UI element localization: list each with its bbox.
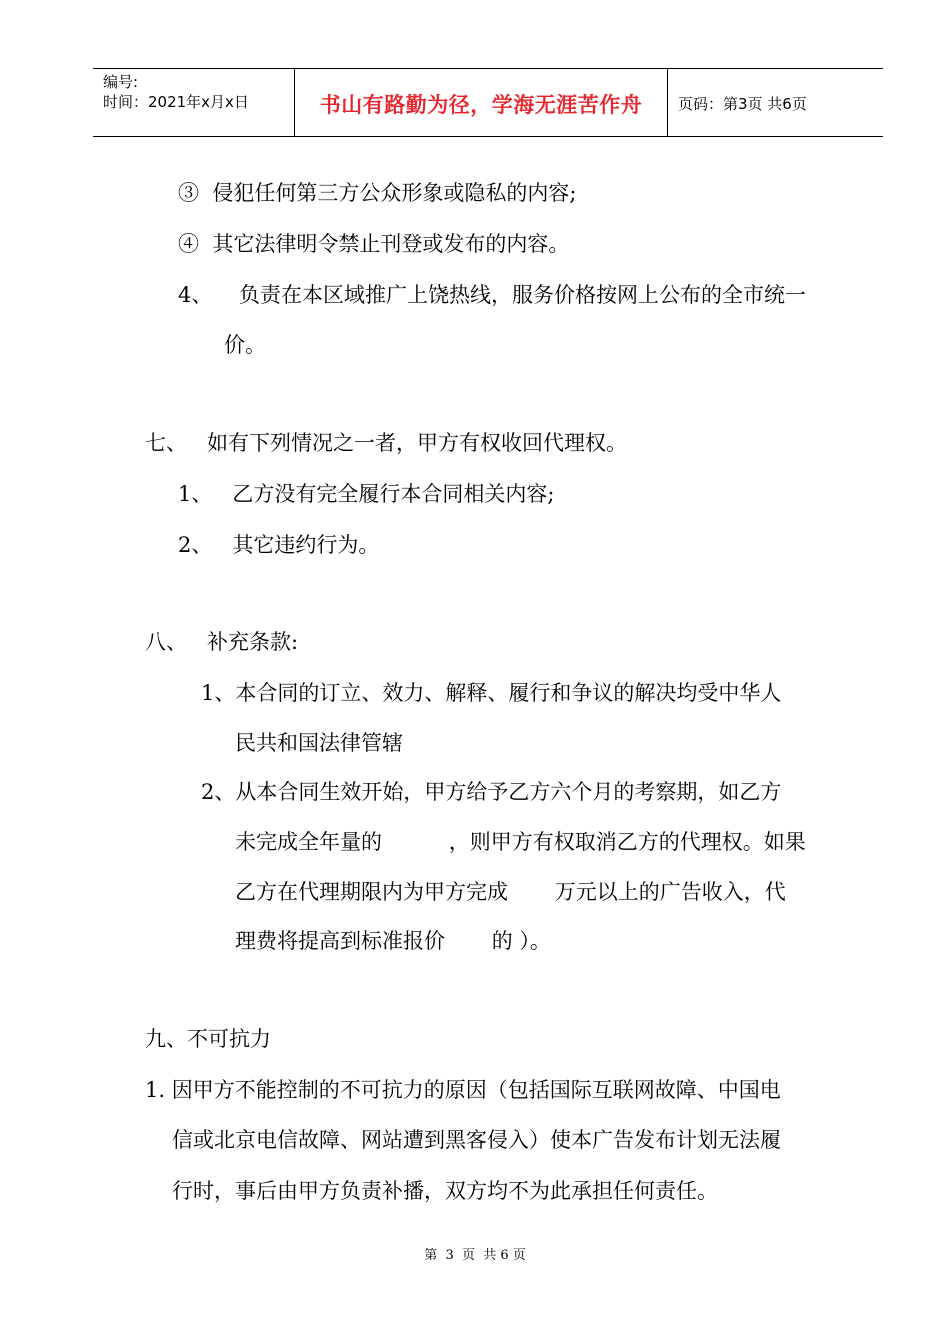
page-footer: 第 3 页 共 6 页 [424, 1248, 526, 1263]
header-page-cell [668, 69, 883, 136]
section-9-heading: 九、不可抗力 [145, 1027, 271, 1051]
page-header [93, 68, 883, 137]
section-7-heading: 七、 如有下列情况之一者，甲方有权收回代理权。 [145, 431, 628, 455]
clause-8-2-line-3: 乙方在代理期限内为甲方完成 万元以上的广告收入，代 [235, 880, 786, 904]
header-left-cell [93, 69, 295, 136]
section-8-heading: 八、 补充条款: [145, 630, 299, 654]
clause-9-1-line-2: 信或北京电信故障、网站遭到黑客侵入）使本广告发布计划无法履 [172, 1128, 781, 1152]
clause-8-1-line-2: 民共和国法律管辖 [235, 731, 403, 755]
header-page-info: 页码：第3页 共6页 [678, 95, 807, 113]
header-motto-cell [295, 69, 668, 136]
clause-7-2: 2、 其它违约行为。 [178, 533, 380, 557]
header-motto: 书山有路勤为径，学海无涯苦作舟 [319, 93, 643, 117]
clause-8-2-line-1: 2、从本合同生效开始，甲方给予乙方六个月的考察期，如乙方 [201, 780, 782, 804]
clause-8-2-line-2: 未完成全年量的 ，则甲方有权取消乙方的代理权。如果 [235, 830, 806, 854]
document-time-label: 时间：2021年x月x日 [103, 93, 249, 111]
clause-8-2-line-4: 理费将提高到标准报价 的 ）。 [235, 929, 551, 953]
clause-9-1-line-1: 1. 因甲方不能控制的不可抗力的原因（包括国际互联网故障、中国电 [145, 1078, 781, 1102]
clause-9-1-line-3: 行时，事后由甲方负责补播，双方均不为此承担任何责任。 [172, 1179, 718, 1203]
clause-6-4-line-1: 4、 负责在本区域推广上饶热线，服务价格按网上公布的全市统一 [178, 283, 807, 307]
document-number-label: 编号: [103, 73, 139, 91]
clause-6-4-line-2: 价。 [224, 333, 266, 357]
clause-6-3-item-3: ③ 侵犯任何第三方公众形象或隐私的内容; [178, 181, 577, 205]
clause-7-1: 1、 乙方没有完全履行本合同相关内容; [178, 482, 555, 506]
clause-8-1-line-1: 1、本合同的订立、效力、解释、履行和争议的解决均受中华人 [201, 681, 782, 705]
clause-6-3-item-4: ④ 其它法律明令禁止刊登或发布的内容。 [178, 232, 570, 256]
